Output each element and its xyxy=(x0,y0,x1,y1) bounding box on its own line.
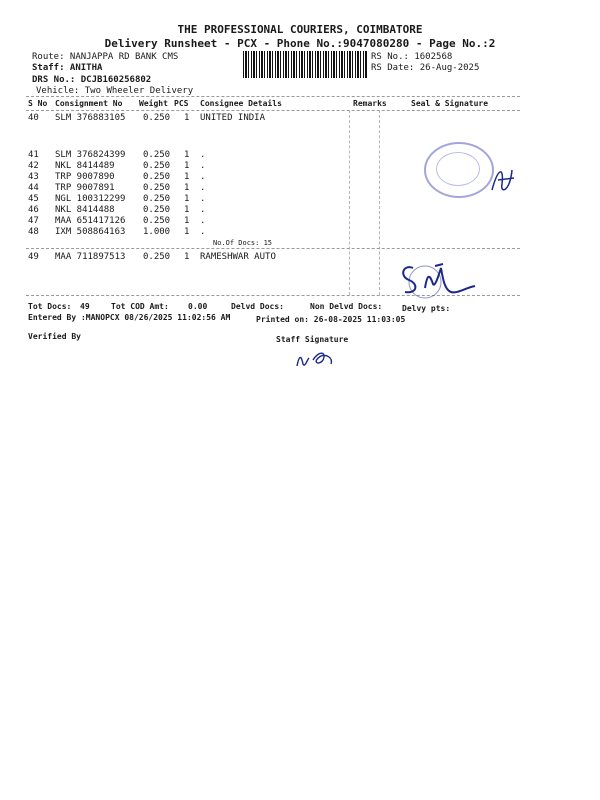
row-consignment: MAA 711897513 xyxy=(55,252,126,262)
row-sno: 40 xyxy=(28,113,39,123)
runsheet-subtitle: Delivery Runsheet - PCX - Phone No.:9047080280 - Page No.:2 xyxy=(104,37,496,50)
row-consignment: TRP 9007891 xyxy=(55,183,115,193)
row-consignee: . xyxy=(200,216,206,226)
delvy-pts-label: Delvy pts: xyxy=(402,304,451,313)
row-consignment: SLM 376883105 xyxy=(55,113,126,123)
row-consignment: SLM 376824399 xyxy=(55,150,126,160)
row-sno: 47 xyxy=(28,216,39,226)
table-top-rule xyxy=(26,96,520,97)
row-consignment: NKL 8414488 xyxy=(55,205,115,215)
table-row xyxy=(0,216,600,227)
row-weight: 0.250 xyxy=(143,252,171,262)
col-remarks: Remarks xyxy=(353,99,387,108)
row-pcs: 1 xyxy=(184,161,190,171)
row-pcs: 1 xyxy=(184,113,190,123)
row-pcs: 1 xyxy=(184,183,190,193)
row-consignment: IXM 508864163 xyxy=(55,227,126,237)
row-weight: 0.250 xyxy=(143,216,171,226)
col-seal: Seal & Signature xyxy=(411,99,489,108)
col-pcs: PCS xyxy=(174,99,189,108)
row-pcs: 1 xyxy=(184,227,190,237)
row-consignee: RAMESHWAR AUTO xyxy=(200,252,276,262)
row-sno: 49 xyxy=(28,252,39,262)
row-pcs: 1 xyxy=(184,252,190,262)
row-pcs: 1 xyxy=(184,216,190,226)
rs-number: RS No.: 1602568 xyxy=(371,52,453,62)
staff-label: Staff: ANITHA xyxy=(32,63,103,73)
row-pcs: 1 xyxy=(184,194,190,204)
table-row xyxy=(0,252,600,263)
company-stamp xyxy=(424,142,494,198)
docs-count: No.Of Docs: 15 xyxy=(213,239,273,247)
group-rule xyxy=(26,248,520,249)
row-consignee: . xyxy=(200,161,206,171)
staff-signature-ink xyxy=(293,346,338,372)
row-consignee: . xyxy=(200,205,206,215)
table-row xyxy=(0,113,600,124)
delvd-docs-label: Delvd Docs: xyxy=(231,302,284,311)
row-consignee: . xyxy=(200,194,206,204)
row-sno: 46 xyxy=(28,205,39,215)
rs-date: RS Date: 26-Aug-2025 xyxy=(371,63,480,73)
entered-by: Entered By :MANOPCX 08/26/2025 11:02:56 AM xyxy=(28,313,231,322)
table-header-rule xyxy=(26,110,520,111)
tot-cod-label: Tot COD Amt: xyxy=(111,302,169,311)
row-sno: 45 xyxy=(28,194,39,204)
row-consignment: TRP 9007890 xyxy=(55,172,115,182)
row-sno: 44 xyxy=(28,183,39,193)
row-weight: 0.250 xyxy=(143,172,171,182)
row-consignment: NGL 100312299 xyxy=(55,194,126,204)
col-consignee: Consignee Details xyxy=(200,99,282,108)
printed-on: Printed on: 26-08-2025 11:03:05 xyxy=(256,315,406,324)
non-delvd-docs-label: Non Delvd Docs: xyxy=(310,302,383,311)
route-label: Route: NANJAPPA RD BANK CMS xyxy=(32,52,179,62)
tot-docs-value: 49 xyxy=(80,302,90,311)
row-consignment: NKL 8414489 xyxy=(55,161,115,171)
vehicle-label: Vehicle: Two Wheeler Delivery xyxy=(36,86,194,96)
row-weight: 0.250 xyxy=(143,183,171,193)
row-pcs: 1 xyxy=(184,205,190,215)
row-consignee: . xyxy=(200,227,206,237)
row-pcs: 1 xyxy=(184,150,190,160)
ink-signature-1 xyxy=(488,162,518,198)
row-weight: 0.250 xyxy=(143,205,171,215)
row-consignment: MAA 651417126 xyxy=(55,216,126,226)
row-consignee: . xyxy=(200,183,206,193)
row-sno: 41 xyxy=(28,150,39,160)
row-consignee: . xyxy=(200,172,206,182)
row-consignee: UNITED INDIA xyxy=(200,113,266,123)
row-pcs: 1 xyxy=(184,172,190,182)
row-weight: 0.250 xyxy=(143,194,171,204)
tot-cod-value: 0.00 xyxy=(188,302,208,311)
verified-by: Verified By xyxy=(28,332,81,341)
table-row xyxy=(0,227,600,238)
table-row xyxy=(0,150,600,161)
ink-signature-2 xyxy=(395,258,480,302)
col-consignment: Consignment No xyxy=(55,99,123,108)
row-sno: 43 xyxy=(28,172,39,182)
row-sno: 48 xyxy=(28,227,39,237)
staff-signature-label: Staff Signature xyxy=(276,335,349,344)
barcode-image xyxy=(243,51,367,78)
row-weight: 0.250 xyxy=(143,150,171,160)
col-sno: S No xyxy=(28,99,48,108)
drs-number: DRS No.: DCJB160256802 xyxy=(32,75,152,85)
row-weight: 1.000 xyxy=(143,227,171,237)
company-title: THE PROFESSIONAL COURIERS, COIMBATORE xyxy=(177,23,423,36)
table-row xyxy=(0,205,600,216)
row-weight: 0.250 xyxy=(143,161,171,171)
tot-docs-label: Tot Docs: xyxy=(28,302,72,311)
row-weight: 0.250 xyxy=(143,113,171,123)
row-consignee: . xyxy=(200,150,206,160)
col-weight: Weight xyxy=(139,99,168,108)
row-sno: 42 xyxy=(28,161,39,171)
